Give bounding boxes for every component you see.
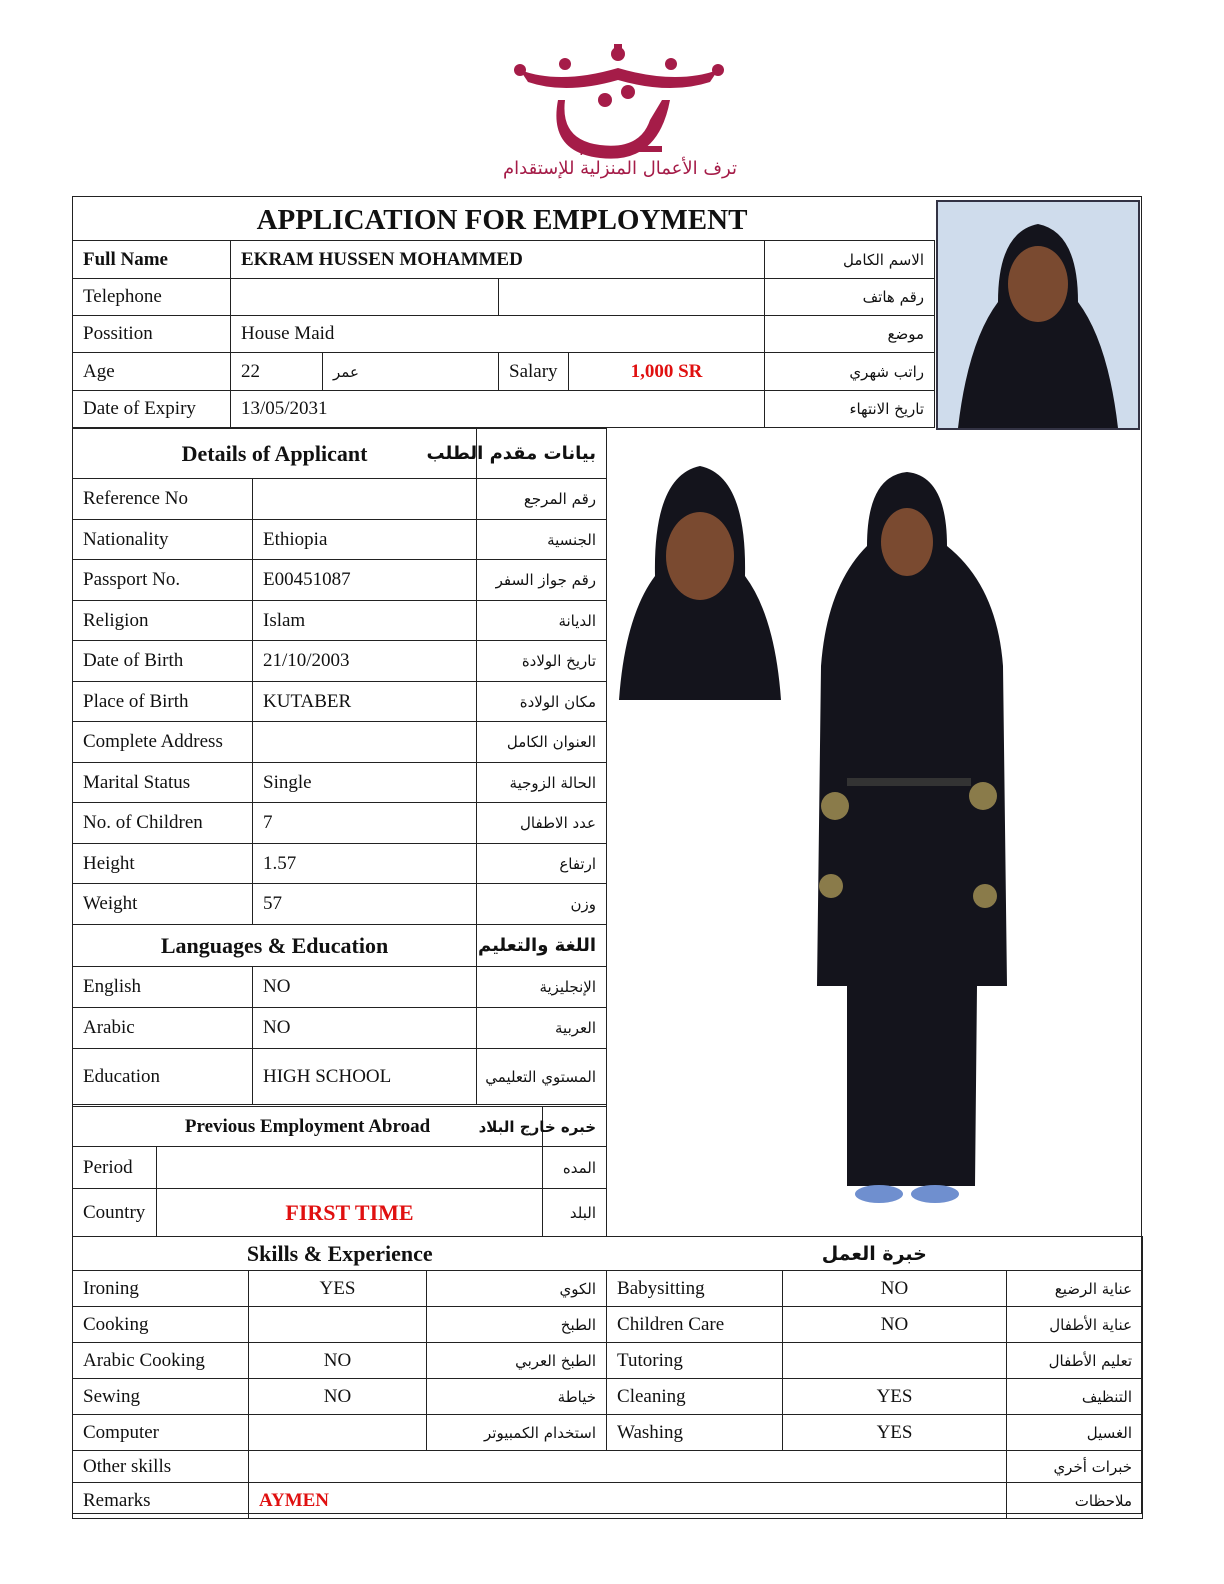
passport-photo — [936, 200, 1140, 430]
row-value: NO — [253, 967, 477, 1008]
applicant-portrait-icon — [938, 202, 1138, 428]
telephone-value-2 — [499, 279, 765, 316]
period-label: Period — [73, 1147, 157, 1189]
header-table — [72, 240, 935, 428]
page-title: APPLICATION FOR EMPLOYMENT — [256, 204, 748, 236]
position-ar: موضع — [765, 316, 935, 353]
period-ar: المده — [543, 1147, 607, 1189]
details-heading-ar: بيانات مقدم الطلب — [477, 429, 607, 479]
expiry-ar: تاريخ الانتهاء — [765, 391, 935, 428]
table-row — [73, 722, 607, 763]
applicant-full-body-icon — [807, 466, 1017, 1206]
skills-row — [73, 1379, 1143, 1415]
logo-latin-text: TARAF — [578, 146, 635, 158]
full-name-row — [73, 241, 935, 279]
skill-label-ar: الطبخ — [427, 1307, 607, 1343]
row-value: KUTABER — [253, 682, 477, 722]
languages-heading-row — [73, 925, 607, 967]
skills-row — [73, 1307, 1143, 1343]
row-label-ar: رقم المرجع — [477, 479, 607, 520]
table-row — [73, 520, 607, 560]
row-value: 7 — [253, 803, 477, 844]
previous-heading-row — [73, 1107, 607, 1147]
company-logo — [400, 40, 840, 190]
skills-row — [73, 1271, 1143, 1307]
row-label: Date of Birth — [73, 641, 253, 682]
skill-value: YES — [783, 1415, 1007, 1451]
skill-label: Babysitting — [607, 1271, 783, 1307]
row-value: Single — [253, 763, 477, 803]
skill-label-ar: خياطة — [427, 1379, 607, 1415]
table-row — [73, 1049, 607, 1105]
row-label-ar: الإنجليزية — [477, 967, 607, 1008]
previous-employment-table — [72, 1106, 607, 1237]
row-label: Weight — [73, 884, 253, 925]
skill-label: Washing — [607, 1415, 783, 1451]
row-label-ar: الحالة الزوجية — [477, 763, 607, 803]
country-ar: البلد — [543, 1189, 607, 1237]
languages-body — [73, 967, 607, 1105]
skills-heading-ar: خبرة العمل — [607, 1237, 1143, 1271]
telephone-label: Telephone — [73, 279, 231, 316]
full-name-value: EKRAM HUSSEN MOHAMMED — [231, 241, 765, 279]
other-skills-row — [73, 1451, 1143, 1483]
period-value — [157, 1147, 543, 1189]
row-label-ar: مكان الولادة — [477, 682, 607, 722]
skill-value — [783, 1343, 1007, 1379]
row-label-ar: ارتفاع — [477, 844, 607, 884]
skill-value: YES — [783, 1379, 1007, 1415]
age-ar: عمر — [323, 353, 499, 391]
telephone-ar: رقم هاتف — [765, 279, 935, 316]
applicant-face-icon — [615, 456, 785, 700]
languages-heading: Languages & Education — [73, 925, 477, 967]
details-heading-row — [73, 429, 607, 479]
full-name-label: Full Name — [73, 241, 231, 279]
skill-label-ar: عناية الرضيع — [1007, 1271, 1143, 1307]
skill-label-ar: الغسيل — [1007, 1415, 1143, 1451]
row-label-ar: المستوي التعليمي — [477, 1049, 607, 1105]
row-label: Education — [73, 1049, 253, 1105]
skill-value — [249, 1307, 427, 1343]
skill-label: Tutoring — [607, 1343, 783, 1379]
table-row — [73, 763, 607, 803]
row-label: English — [73, 967, 253, 1008]
position-value: House Maid — [231, 316, 765, 353]
row-label: Marital Status — [73, 763, 253, 803]
country-value: FIRST TIME — [157, 1189, 543, 1237]
row-label-ar: الجنسية — [477, 520, 607, 560]
row-label: Height — [73, 844, 253, 884]
row-label-ar: العنوان الكامل — [477, 722, 607, 763]
skills-row — [73, 1415, 1143, 1451]
expiry-label: Date of Expiry — [73, 391, 231, 428]
skill-label: Children Care — [607, 1307, 783, 1343]
table-row — [73, 884, 607, 925]
skill-label-ar: التنظيف — [1007, 1379, 1143, 1415]
skill-value: NO — [249, 1379, 427, 1415]
row-label: Place of Birth — [73, 682, 253, 722]
salary-value: 1,000 SR — [569, 353, 765, 391]
skill-label: Sewing — [73, 1379, 249, 1415]
remarks-label: Remarks — [73, 1483, 249, 1519]
salary-ar: راتب شهري — [765, 353, 935, 391]
skill-value: NO — [783, 1307, 1007, 1343]
table-row — [73, 560, 607, 601]
remarks-row — [73, 1483, 1143, 1519]
table-row — [73, 803, 607, 844]
country-row — [73, 1189, 607, 1237]
remarks-ar: ملاحظات — [1007, 1483, 1143, 1519]
row-value: Ethiopia — [253, 520, 477, 560]
age-salary-row — [73, 353, 935, 391]
skills-body — [73, 1271, 1143, 1451]
other-skills-value — [249, 1451, 1007, 1483]
row-value — [253, 722, 477, 763]
other-skills-ar: خبرات أخري — [1007, 1451, 1143, 1483]
expiry-row — [73, 391, 935, 428]
skill-label: Computer — [73, 1415, 249, 1451]
skills-row — [73, 1343, 1143, 1379]
skill-label-ar: استخدام الكمبيوتر — [427, 1415, 607, 1451]
row-label: Reference No — [73, 479, 253, 520]
row-label-ar: تاريخ الولادة — [477, 641, 607, 682]
skill-value: YES — [249, 1271, 427, 1307]
face-photo — [615, 456, 785, 700]
row-label-ar: عدد الاطفال — [477, 803, 607, 844]
row-label-ar: رقم جواز السفر — [477, 560, 607, 601]
row-label-ar: وزن — [477, 884, 607, 925]
period-row — [73, 1147, 607, 1189]
salary-label: Salary — [499, 353, 569, 391]
row-value: 21/10/2003 — [253, 641, 477, 682]
row-label: No. of Children — [73, 803, 253, 844]
telephone-row — [73, 279, 935, 316]
row-value: 1.57 — [253, 844, 477, 884]
age-label: Age — [73, 353, 231, 391]
skill-label: Arabic Cooking — [73, 1343, 249, 1379]
details-heading: Details of Applicant — [73, 429, 477, 479]
row-label: Passport No. — [73, 560, 253, 601]
skill-label-ar: الطبخ العربي — [427, 1343, 607, 1379]
row-value: NO — [253, 1008, 477, 1049]
telephone-value — [231, 279, 499, 316]
row-value: 57 — [253, 884, 477, 925]
photos-area — [606, 428, 1141, 1236]
row-value: E00451087 — [253, 560, 477, 601]
skill-label: Ironing — [73, 1271, 249, 1307]
table-row — [73, 844, 607, 884]
row-value: Islam — [253, 601, 477, 641]
skill-value: NO — [783, 1271, 1007, 1307]
table-row — [73, 641, 607, 682]
previous-heading-ar: خبره خارج البلاد — [543, 1107, 607, 1147]
skills-heading: Skills & Experience — [73, 1237, 607, 1271]
row-label-ar: الديانة — [477, 601, 607, 641]
skill-label: Cooking — [73, 1307, 249, 1343]
position-label: Possition — [73, 316, 231, 353]
age-value: 22 — [231, 353, 323, 391]
row-value: HIGH SCHOOL — [253, 1049, 477, 1105]
skill-value — [249, 1415, 427, 1451]
skills-heading-row — [73, 1237, 1143, 1271]
skill-label-ar: الكوي — [427, 1271, 607, 1307]
skill-label: Cleaning — [607, 1379, 783, 1415]
languages-heading-ar: اللغة والتعليم — [477, 925, 607, 967]
table-row — [73, 601, 607, 641]
skills-table — [72, 1236, 1143, 1519]
row-label: Nationality — [73, 520, 253, 560]
row-label: Complete Address — [73, 722, 253, 763]
row-label: Religion — [73, 601, 253, 641]
row-label: Arabic — [73, 1008, 253, 1049]
remarks-value: AYMEN — [249, 1483, 1007, 1519]
table-row — [73, 682, 607, 722]
skill-value: NO — [249, 1343, 427, 1379]
table-row — [73, 967, 607, 1008]
other-skills-label: Other skills — [73, 1451, 249, 1483]
details-table — [72, 428, 607, 1105]
position-row — [73, 316, 935, 353]
table-row — [73, 1008, 607, 1049]
expiry-value: 13/05/2031 — [231, 391, 765, 428]
logo-arabic-text: ترف الأعمال المنزلية للإستقدام — [503, 158, 737, 179]
country-label: Country — [73, 1189, 157, 1237]
previous-heading: Previous Employment Abroad — [73, 1107, 543, 1147]
row-value — [253, 479, 477, 520]
full-body-photo — [807, 466, 1017, 1206]
details-body — [73, 479, 607, 925]
row-label-ar: العربية — [477, 1008, 607, 1049]
full-name-ar: الاسم الكامل — [765, 241, 935, 279]
skill-label-ar: تعليم الأطفال — [1007, 1343, 1143, 1379]
skill-label-ar: عناية الأطفال — [1007, 1307, 1143, 1343]
table-row — [73, 479, 607, 520]
